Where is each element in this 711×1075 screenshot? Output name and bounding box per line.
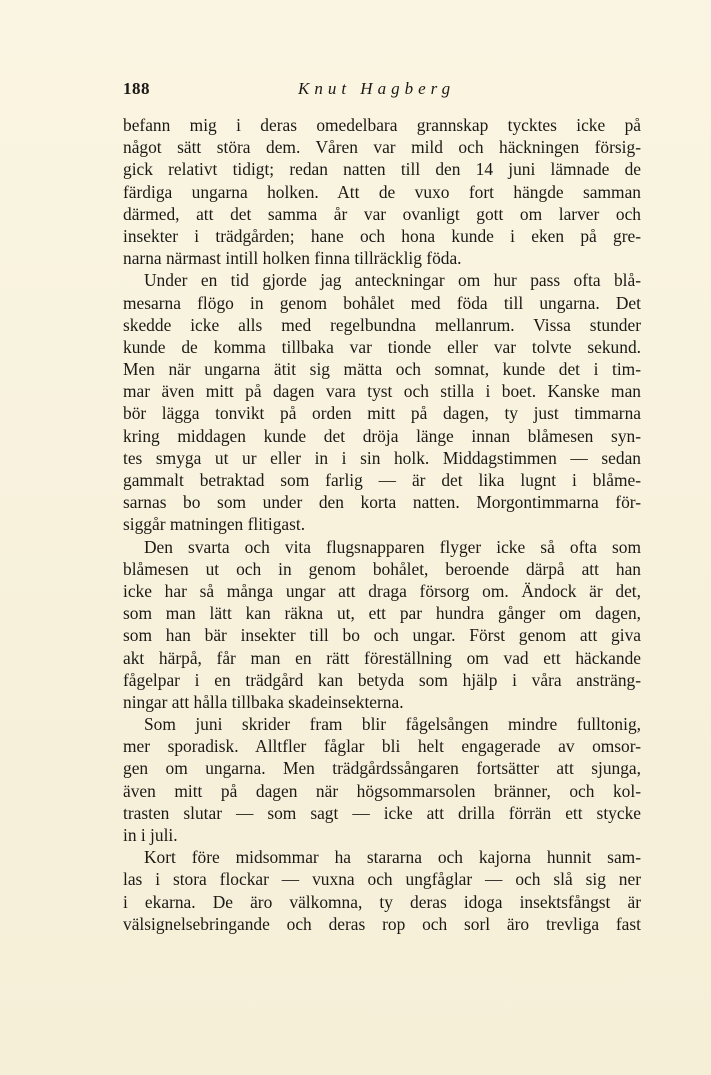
text-line: icke har så många ungar att draga försorg om. Ändock är det, [123,580,641,601]
text-line: insekter i trädgården; hane och hona kunde i eken på gre- [123,225,641,246]
text-line: Som juni skrider fram blir fågelsången mindre fulltonig, [144,714,641,735]
text-line: ningar att hålla tillbaka skadeinsekterna. [123,691,404,712]
text-line: bör lägga tonvikt på orden mitt på dagen, ty just timmarna [123,403,641,424]
text-line: Kort före midsommar ha stararna och kajorna hunnit sam- [144,847,641,868]
text-line: trasten slutar — som sagt — icke att drilla förrän ett stycke [123,802,641,823]
text-line: som han bär insekter till bo och ungar. Först genom att giva [123,625,641,646]
text-line: även mitt på dagen när högsommarsolen bränner, och kol- [123,780,641,801]
text-line: i ekarna. De äro välkomna, ty deras idoga insektsfångst är [123,891,641,912]
text-line: mer sporadisk. Alltfler fåglar bli helt engagerade av omsor- [123,736,641,757]
page-number: 188 [123,79,150,98]
text-line: Den svarta och vita flugsnapparen flyger icke så ofta som [144,536,641,557]
text-line: fågelpar i en trädgård kan betyda som hjälp i våra ansträng- [123,669,641,690]
text-line: befann mig i deras omedelbara grannskap tycktes icke på [123,115,641,135]
text-line: gen om ungarna. Men trädgårdssångaren fortsätter att sjunga, [123,758,641,779]
text-line: därmed, att det samma år var ovanligt gott om larver och [123,203,641,224]
text-line: kring middagen kunde det dröja länge innan blåmesen syn- [123,425,641,446]
text-line: sarnas bo som under den korta natten. Morgontimmarna för- [123,492,641,513]
text-line: blåmesen ut och in genom bohålet, beroende därpå att han [123,558,641,579]
text-line: välsignelsebringande och deras rop och sorl äro trevliga fast [123,913,641,934]
body-text [123,114,641,935]
page-header [123,79,641,101]
text-line: las i stora flockar — vuxna och ungfåglar — och slå sig ner [123,869,641,890]
text-line: något sätt störa dem. Våren var mild och häckningen försig- [123,137,641,158]
running-head-author: Knut Hagberg [298,79,456,98]
text-line: narna närmast intill holken finna tillräcklig föda. [123,248,462,269]
text-line: mar även mitt på dagen vara tyst och stilla i boet. Kanske man [123,381,641,402]
text-line: Under en tid gjorde jag anteckningar om hur pass ofta blå- [144,270,641,291]
text-line: kunde de komma tillbaka var tionde eller var tolvte sekund. [123,336,641,357]
text-line: gammalt betraktad som farlig — är det lika lugnt i blåme- [123,470,641,490]
text-line: Men när ungarna ätit sig mätta och somnat, kunde det i tim- [123,359,641,380]
text-line: tes smyga ut ur eller in i sin holk. Middagstimmen — sedan [123,447,641,468]
text-line: skedde icke alls med regelbundna mellanrum. Vissa stunder [123,314,641,335]
text-line: som man lätt kan räkna ut, ett par hundra gånger om dagen, [123,603,641,624]
text-line: mesarna flögo in genom bohålet med föda till ungarna. Det [123,292,641,313]
text-line: in i juli. [123,825,178,845]
text-line: färdiga ungarna holken. Att de vuxo fort hängde samman [123,181,641,202]
text-line: akt härpå, får man en rätt föreställning om vad ett häckande [123,647,641,668]
text-line: siggår matningen flitigast. [123,514,306,535]
text-line: gick relativt tidigt; redan natten till den 14 juni lämnade de [123,159,641,180]
